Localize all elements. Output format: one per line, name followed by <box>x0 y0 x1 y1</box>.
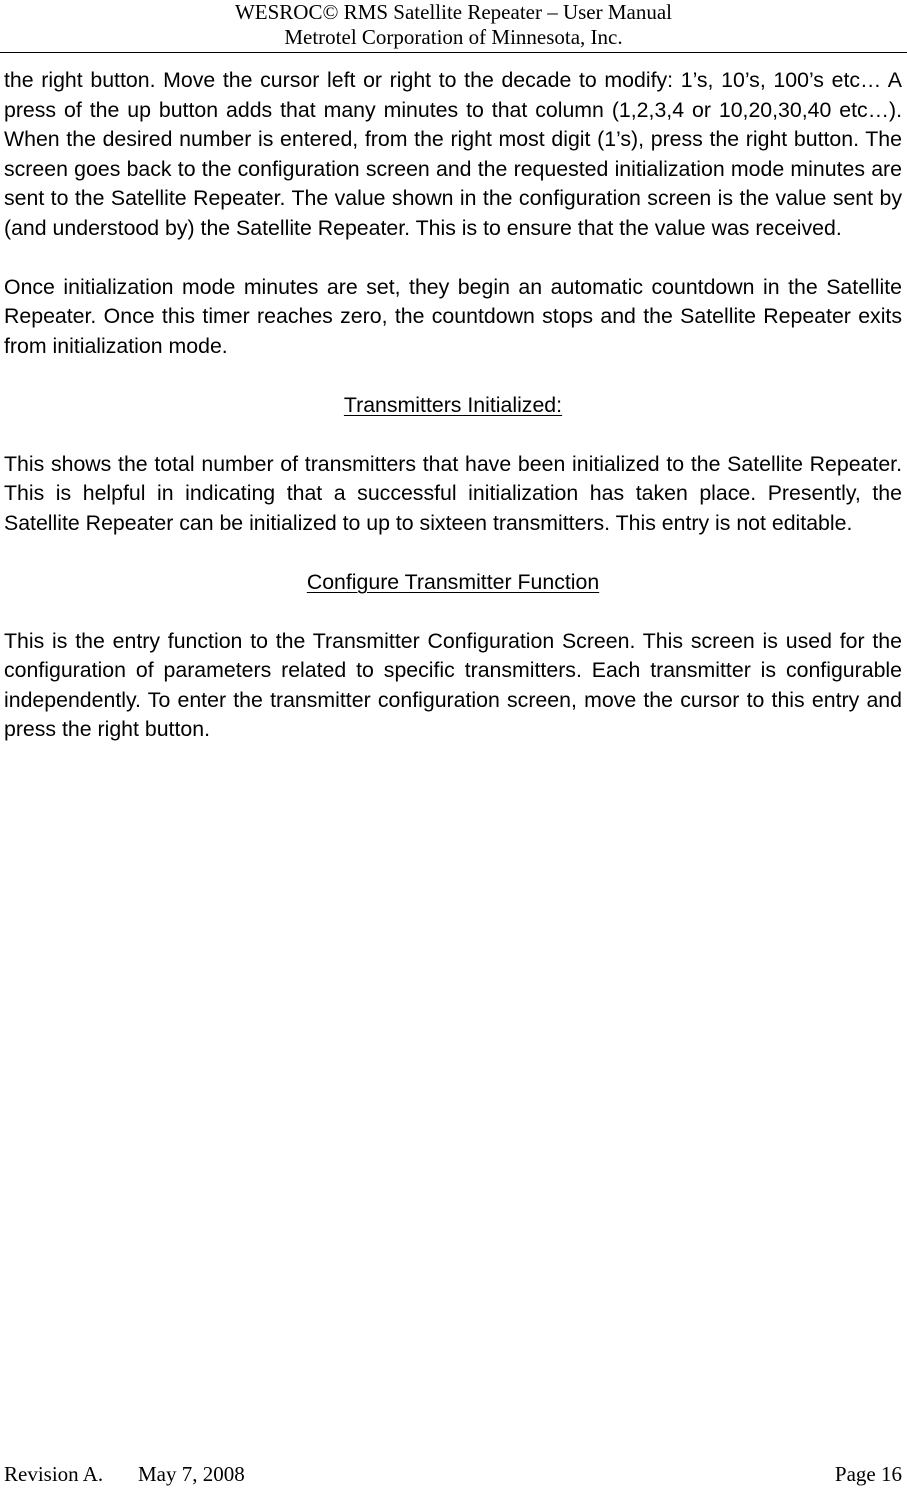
page-number: Page 16 <box>834 1462 902 1486</box>
revision-date: May 7, 2008 <box>138 1462 245 1486</box>
paragraph-configure-transmitter: This is the entry function to the Transmitter Configuration Screen. This screen is used for the configuration of parameters related to specific transmitters. Each transmitter is configurable independently. To enter the transmitter configuration screen, move the cursor to this entry and press the right button. <box>4 628 902 741</box>
paragraph-countdown: Once initialization mode minutes are set, they begin an automatic countdown in the Satellite Repeater. Once this timer reaches zero, the countdown stops and the Satellite Repeater exits from initialization mode. <box>4 274 902 358</box>
section-heading-configure-transmitter <box>4 568 902 598</box>
document-title: WESROC© RMS Satellite Repeater – User Manual <box>234 0 673 24</box>
heading-text: Configure Transmitter Function <box>306 569 600 594</box>
company-name: Metrotel Corporation of Minnesota, Inc. <box>284 25 623 49</box>
heading-text: Transmitters Initialized: <box>343 392 563 417</box>
page-content <box>4 66 902 774</box>
paragraph-decade-modification: the right button. Move the cursor left or right to the decade to modify: 1’s, 10’s, 100’s etc… A press of the up button adds that many minutes to that column (1,2,3,4 or 10,20,30,40 etc…). When the desired number is entered, from the right most digit (1’s), press the right button. The screen goes back to the configuration screen and the requested initialization mode minutes are sent to the Satellite Repeater. The value shown in the configuration screen is the value sent by (and understood by) the Satellite Repeater. This is to ensure that the value was received. <box>4 68 902 240</box>
section-heading-transmitters-initialized <box>4 391 902 421</box>
revision-label: Revision A. <box>4 1462 104 1486</box>
paragraph-transmitters-initialized: This shows the total number of transmitters that have been initialized to the Satellite Repeater. This is helpful in indicating that a successful initialization has taken place. Presently, the Satellite Repeater can be initialized to up to sixteen transmitters. This entry is not editable. <box>4 451 902 535</box>
page-header <box>0 0 907 53</box>
